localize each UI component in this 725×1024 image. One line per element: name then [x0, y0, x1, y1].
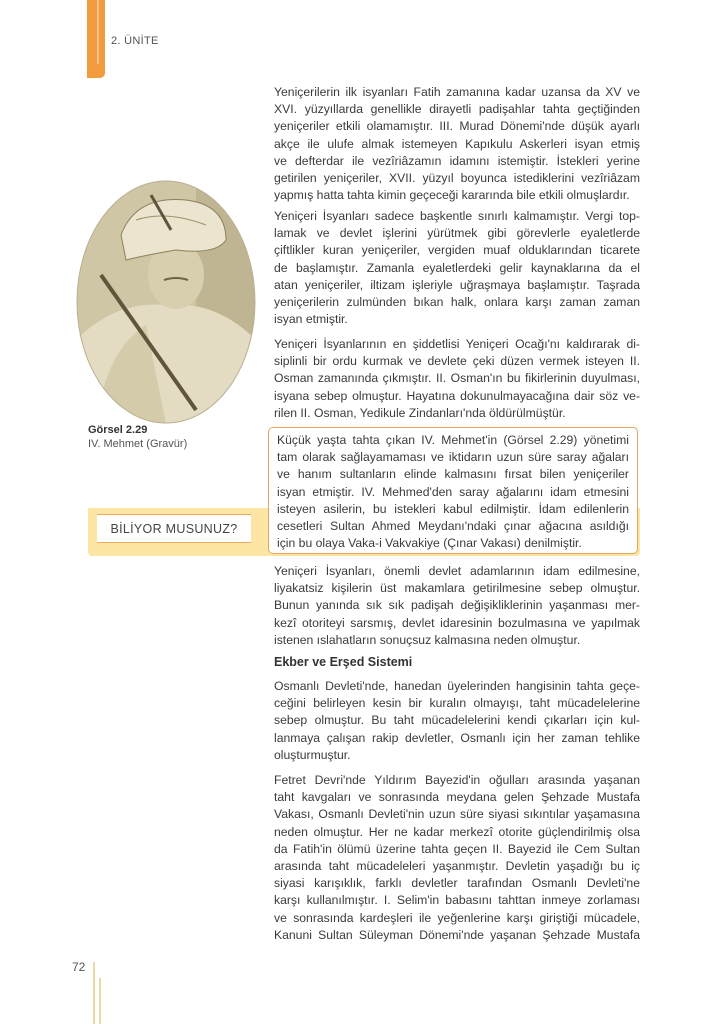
did-you-know-text	[277, 432, 629, 552]
text-line: isyana sebep olmuştur. Hayatına dokunulmayacağına dair söz ve-	[274, 388, 640, 403]
text-line: Küçük yaşta tahta çıkan IV. Mehmet'in (Görsel 2.29) yönetimi	[277, 433, 629, 447]
text-line: Vakası, Osmanlı Devleti'nin uzun süre siyasi sıkıntılar yaşamasına	[274, 807, 640, 822]
footer-rule	[99, 978, 101, 1024]
text-line: isyan etmiştir.	[274, 312, 348, 327]
section-heading: Ekber ve Erşed Sistemi	[274, 655, 413, 669]
paragraph-5	[274, 678, 640, 764]
text-line: ve defterdar ile vezîriâzamın idamını istemiştir. İstekleri yerine	[274, 153, 640, 168]
text-line: Bunun yanında sık sık padişah değişikliklerinin yaşanması mer-	[274, 598, 640, 613]
text-line: ve sonrasında kardeşleri ile yeğenlerine karşı giriştiği mücadele,	[274, 910, 640, 925]
footer-rule	[93, 962, 95, 1024]
text-line: taht kavgaları ve sonrasında meydana gelen Şehzade Mustafa	[274, 790, 640, 805]
paragraph-4	[274, 563, 640, 649]
text-line: liyakatsiz kişilerin üst makamlara getirilmesine sebep olmuştur.	[274, 581, 640, 596]
text-line: ve hanım sultanların elinde kalmasını fırsat bilen yeniçeriler	[277, 467, 629, 482]
text-line: neden olmuştur. Her ne kadar merkezî otorite güçlendirilmiş olsa	[274, 824, 640, 839]
text-line: siyasi karışıklık, farklı devletler tarafından Osmanlı Devleti'ne	[274, 876, 640, 891]
portrait-engraving-iv-mehmet	[76, 180, 256, 424]
text-line: akçe ile ulufe almak istemeyen Kapıkulu Askerleri isyan etmiş	[274, 136, 640, 151]
text-line: Yeniçerilerin ilk isyanları Fatih zamanına kadar uzansa da XV ve	[274, 85, 640, 99]
text-line: lanmaya çalışan rakip devletler, Osmanlı için her zaman tehlike	[274, 730, 640, 745]
text-line: lamak ve devlet işlerini yürütmek gibi görevlerle eyaletlerde	[274, 226, 640, 241]
text-line: arasında taht mücadeleleri yaşanmıştır. Devletin yaşadığı bu iç	[274, 858, 640, 873]
did-you-know-box	[268, 427, 638, 554]
text-line: yeniçerilerin zulmünden bıkan halk, onlara karşı zaman zaman	[274, 294, 640, 309]
text-line: cesetleri Sultan Ahmed Meydanı'ndaki çınar ağacına asıldığı	[277, 518, 629, 533]
paragraph-1	[274, 84, 640, 204]
text-line: XVI. yüzyıllarda genellikle dirayetli padişahlar tahta geçtiğinden	[274, 102, 640, 117]
figure-caption: IV. Mehmet (Gravür)	[88, 438, 188, 450]
text-line: Yeniçeri İsyanlarının en şiddetlisi Yeniçeri Ocağı'nı kaldırarak di-	[274, 337, 640, 351]
text-line: için bu olaya Vaka-i Vakvakiye (Çınar Vakası) denilmiştir.	[277, 536, 582, 551]
text-line: Osmanlı Devleti'nde, hanedan üyelerinden hangisinin tahta geçe-	[274, 679, 640, 693]
unit-tab-marker	[87, 0, 105, 78]
text-line: tam olarak sağlayamaması ve iktidarın uzun süre saray ağaları	[277, 450, 629, 465]
paragraph-6	[274, 772, 640, 944]
text-line: rilen II. Osman, Yedikule Zindanları'nda öldürülmüştür.	[274, 405, 566, 420]
text-line: atan yeniçeriler, iltizam işleriyle uğraşmaya başlamıştır. Taşrada	[274, 277, 640, 292]
text-line: oluşturmuştur.	[274, 747, 351, 762]
page-number: 72	[72, 960, 86, 974]
text-line: istenen ıslahatların sonuçsuz kalmasına neden olmuştur.	[274, 632, 581, 647]
text-line: isteyen asilerin, bu istekleri kabul edilmiştir. İdam edilenlerin	[277, 501, 629, 516]
text-line: karşı kullanılmıştır. I. Selim'in babasını tahttan inmeye zorlaması	[274, 893, 640, 908]
text-line: kezî otoriteyi sarsmış, devlet idaresinin bozulmasına ve yapılmak	[274, 615, 640, 630]
text-line: Yeniçeri İsyanları, önemli devlet adamlarının idam edilmesine,	[274, 564, 640, 578]
text-line: Yeniçeri İsyanları sadece başkentle sınırlı kalmamıştır. Vergi top-	[274, 209, 640, 223]
text-line: de başlamıştır. Zamanla eyaletlerdeki gelir kaynaklarına da el	[274, 260, 640, 275]
paragraph-3	[274, 336, 640, 422]
text-line: çiftlikler kuran yeniçeriler, vergiden muaf olduklarından ticarete	[274, 243, 640, 258]
text-line: isyan etmiştir. IV. Mehmed'den saray ağalarını idam etmesini	[277, 484, 629, 499]
text-line: Kanuni Sultan Süleyman Dönemi'nde yaşanan Şehzade Mustafa	[274, 927, 640, 942]
text-line: getirilen yeniçeriler, XVII. yüzyıl boyunca istediklerini vezîriâzam	[274, 170, 640, 185]
unit-label: 2. ÜNİTE	[111, 35, 159, 47]
text-line: Fetret Devri'nde Yıldırım Bayezid'in oğulları arasında yaşanan	[274, 773, 640, 787]
text-line: yeniçeriler etkili olamamıştır. III. Murad Dönemi'nde düşük ayarlı	[274, 119, 640, 134]
text-line: ceğini belirleyen kesin bir kuralın olmayışı, taht mücadelelerine	[274, 696, 640, 711]
text-line: sebep olmuştur. Bu taht mücadelelerini kendi çıkarları için kul-	[274, 713, 640, 728]
did-you-know-label: BİLİYOR MUSUNUZ?	[97, 514, 251, 543]
text-line: da Fatih'in ölümü üzerine tahta geçen II. Bayezid ile Cem Sultan	[274, 841, 640, 856]
text-line: Osman zamanında çıkmıştır. II. Osman'ın bu fikirlerinin duyulması,	[274, 371, 640, 386]
figure-label: Görsel 2.29	[88, 424, 148, 436]
text-line: yapmış hatta tahta kimin geçeceği kararında bile etkili olmuşlardır.	[274, 188, 630, 203]
paragraph-2	[274, 208, 640, 328]
text-line: siplinli bir ordu kurmak ve devlete çeki düzen vermek isteyen II.	[274, 354, 640, 369]
